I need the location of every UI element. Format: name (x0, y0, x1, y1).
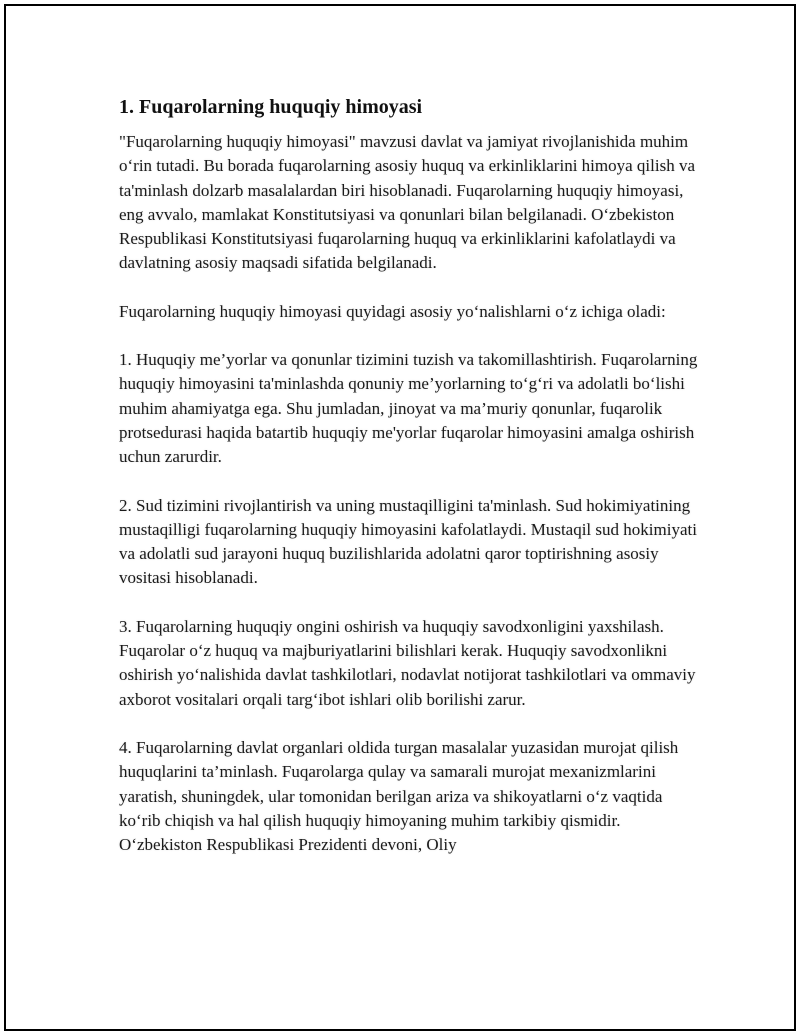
paragraph-intro: "Fuqarolarning huquqiy himoyasi" mavzusi davlat va jamiyat rivojlanishida muhim o‘rin tutadi. Bu borada fuqarolarning asosiy huquq va erkinliklarini himoya qilish va ta'minlash dolzarb masalalardan biri hisoblanadi. Fuqarolarning huquqiy himoyasi, eng avvalo, mamlakat Konstitutsiyasi va qonunlari bilan belgilanadi. O‘zbekiston Respublikasi Konstitutsiyasi fuqarolarning huquq va erkinliklarini kafolatlaydi va davlatning asosiy maqsadi sifatida belgilanadi. (119, 132, 695, 273)
paragraph-point-2: 2. Sud tizimini rivojlantirish va uning mustaqilligini ta'minlash. Sud hokimiyatining mustaqilligi fuqarolarning huquqiy himoyasini kafolatlaydi. Mustaqil sud hokimiyati va adolatli sud jarayoni huquq buzilishlarida adolatni qaror toptirishning asosiy vositasi hisoblanadi. (119, 495, 697, 588)
paragraph-point-3: 3. Fuqarolarning huquqiy ongini oshirish va huquqiy savodxonligini yaxshilash. Fuqarolar o‘z huquq va majburiyatlarini bilishlari kerak. Huquqiy savodxonlikni oshirish yo‘nalishida davlat tashkilotlari, nodavlat notijorat tashkilotlari va ommaviy axborot vositalari orqali targ‘ibot ishlari olib borilishi zarur. (119, 616, 696, 709)
paragraph-point-4: 4. Fuqarolarning davlat organlari oldida turgan masalalar yuzasidan murojat qilish huquqlarini ta’minlash. Fuqarolarga qulay va samarali murojat mexanizmlarini yaratish, shuningdek, ular tomonidan berilgan ariza va shikoyatlarni o‘z vaqtida ko‘rib chiqish va hal qilish huquqiy himoyaning muhim tarkibiy qismidir. O‘zbekiston Respublikasi Prezidenti devoni, Oliy (119, 737, 679, 855)
document-page (4, 4, 796, 1031)
paragraph-point-1: 1. Huquqiy me’yorlar va qonunlar tizimini tuzish va takomillashtirish. Fuqarolarning huquqiy himoyasini ta'minlashda qonuniy me’yorlarning to‘g‘ri va adolatli bo‘lishi muhim ahamiyatga ega. Shu jumladan, jinoyat va ma’muriy qonunlar, fuqarolik protsedurasi haqida batartib huquqiy me'yorlar fuqarolar himoyasini amalga oshirish uchun zarurdir. (119, 350, 698, 467)
paragraph-directions: Fuqarolarning huquqiy himoyasi quyidagi asosiy yo‘nalishlarni o‘z ichiga oladi: (119, 301, 666, 321)
document-body (119, 94, 699, 881)
section-heading: 1. Fuqarolarning huquqiy himoyasi (119, 96, 423, 118)
